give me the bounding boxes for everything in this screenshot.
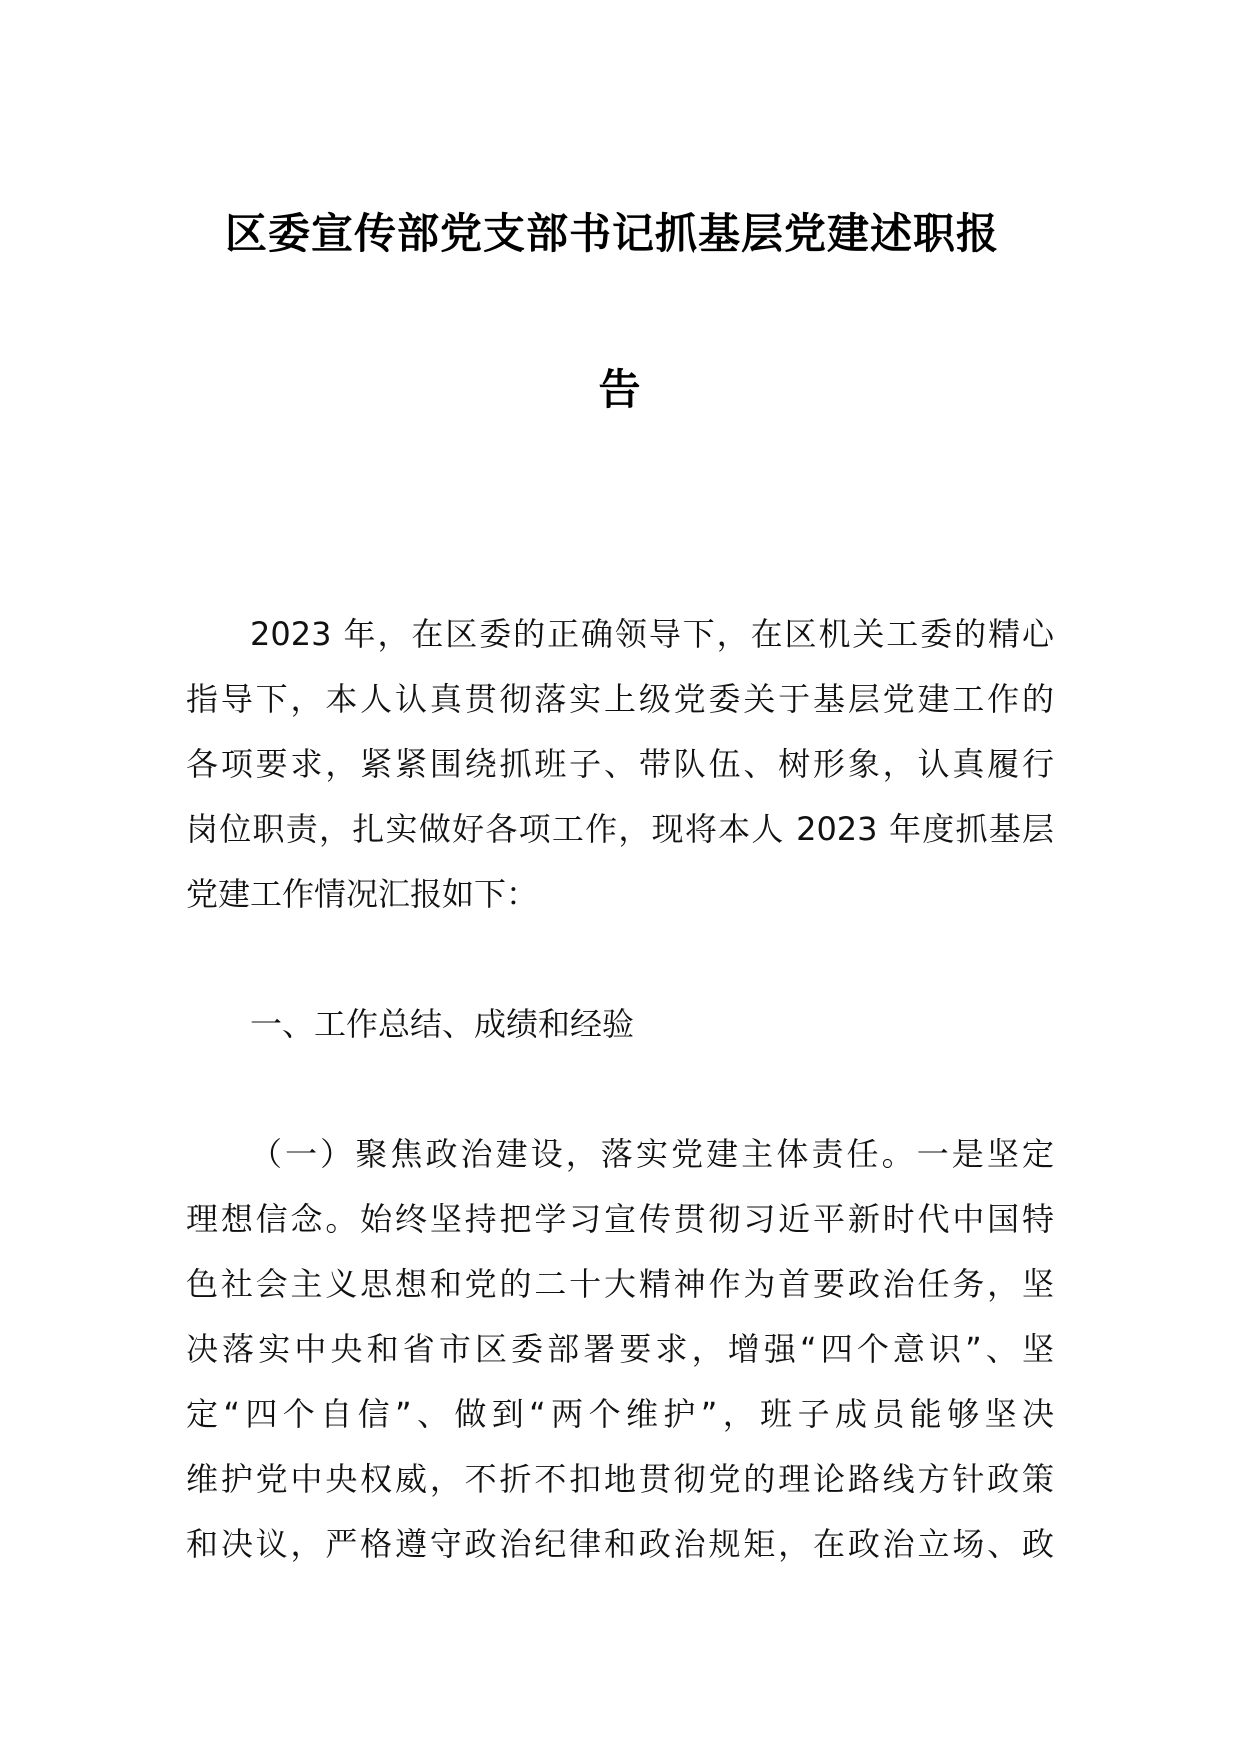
paragraph1-line-3: 各项要求，紧紧围绕抓班子、带队伍、树形象，认真履行 [186,745,1054,783]
paragraph1-line-2: 指导下，本人认真贯彻落实上级党委关于基层党建工作的 [186,680,1054,718]
paragraph2-line-5: 定“四个自信”、做到“两个维护”，班子成员能够坚决 [186,1395,1054,1433]
paragraph1-line-1: 2023 年，在区委的正确领导下，在区机关工委的精心 [250,615,1054,653]
paragraph2-line-3: 色社会主义思想和党的二十大精神作为首要政治任务，坚 [186,1265,1054,1303]
paragraph2-line-2: 理想信念。始终坚持把学习宣传贯彻习近平新时代中国特 [186,1200,1054,1238]
section-heading: 一、工作总结、成绩和经验 [250,1005,635,1043]
paragraph2-line-6: 维护党中央权威，不折不扣地贯彻党的理论路线方针政策 [186,1460,1054,1498]
paragraph2-line-7: 和决议，严格遵守政治纪律和政治规矩，在政治立场、政 [186,1525,1054,1563]
paragraph2-line-1: （一）聚焦政治建设，落实党建主体责任。一是坚定 [250,1135,1054,1173]
document-title-line-2: 告 [598,365,642,414]
paragraph2-line-4: 决落实中央和省市区委部署要求，增强“四个意识”、坚 [186,1330,1054,1368]
paragraph1-line-5: 党建工作情况汇报如下： [186,875,539,913]
document-title-line-1: 区委宣传部党支部书记抓基层党建述职报 [224,209,999,258]
paragraph1-line-4: 岗位职责，扎实做好各项工作，现将本人 2023 年度抓基层 [186,810,1054,848]
